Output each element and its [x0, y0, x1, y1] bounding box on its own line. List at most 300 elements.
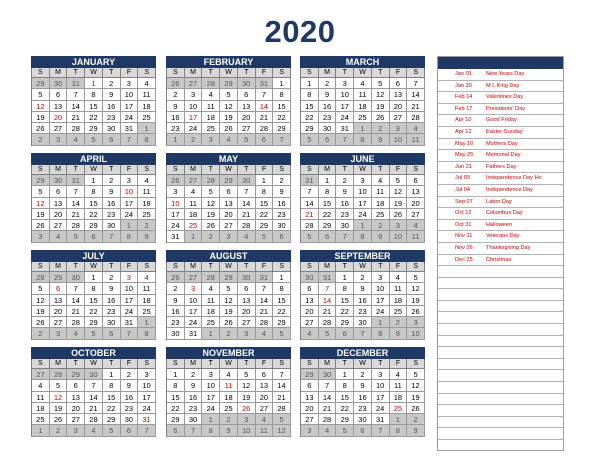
- day-cell: 4: [185, 186, 203, 197]
- day-cell: 3: [301, 425, 319, 436]
- day-cell: 7: [273, 369, 291, 380]
- day-cell: 7: [256, 283, 274, 294]
- day-cell: 11: [202, 101, 220, 112]
- day-cell: 9: [185, 380, 203, 391]
- day-cell: 13: [301, 392, 319, 403]
- weekday-header: [300, 165, 425, 175]
- day-cell: 22: [273, 112, 291, 123]
- day-cell: 9: [372, 231, 390, 242]
- holiday-date: Jan 01: [455, 71, 472, 77]
- holiday-name: Presidents' Day: [486, 105, 525, 112]
- day-cell: 5: [32, 283, 50, 294]
- day-cell: 1: [85, 175, 103, 186]
- day-cell: 15: [319, 198, 337, 209]
- day-cell: 9: [354, 380, 372, 391]
- day-cell: 21: [67, 112, 85, 123]
- weekday-label: S: [273, 68, 291, 78]
- day-cell: 24: [121, 306, 139, 317]
- day-cell: 20: [407, 198, 425, 209]
- day-cell: 17: [354, 198, 372, 209]
- day-cell: 7: [67, 186, 85, 197]
- day-cell: 10: [185, 101, 203, 112]
- day-cell: 19: [202, 209, 220, 220]
- day-cell: 28: [32, 272, 50, 283]
- day-cell: 10: [138, 380, 156, 391]
- day-cell: 14: [319, 392, 337, 403]
- day-cell: 1: [138, 317, 156, 328]
- day-cell: 1: [103, 369, 121, 380]
- day-cell: 6: [50, 89, 68, 100]
- day-cell: 28: [202, 272, 220, 283]
- day-cell: 29: [32, 78, 50, 89]
- day-cell: 31: [336, 123, 354, 134]
- empty-note-line: [438, 289, 563, 301]
- day-cell: 2: [390, 317, 408, 328]
- day-cell: 4: [67, 328, 85, 339]
- day-cell: 23: [103, 209, 121, 220]
- month-october: [31, 347, 156, 437]
- day-cell: 16: [354, 295, 372, 306]
- day-cell: 14: [256, 295, 274, 306]
- day-cell: 1: [256, 175, 274, 186]
- day-cell: 9: [103, 186, 121, 197]
- empty-note-line: [438, 394, 563, 406]
- day-cell: 21: [256, 112, 274, 123]
- weekday-label: T: [238, 165, 256, 175]
- day-cell: 18: [220, 392, 238, 403]
- day-cell: 29: [32, 175, 50, 186]
- day-cell: 27: [256, 403, 274, 414]
- holiday-name: Fathers Day: [486, 163, 517, 170]
- weekday-label: S: [32, 359, 50, 369]
- day-cell: 9: [273, 186, 291, 197]
- weekday-header: [300, 262, 425, 272]
- day-cell: 9: [354, 283, 372, 294]
- day-cell: 18: [138, 295, 156, 306]
- day-cell: 25: [390, 306, 408, 317]
- day-cell: 2: [167, 89, 185, 100]
- day-cell: 22: [167, 403, 185, 414]
- weekday-label: F: [390, 165, 408, 175]
- day-cell: 19: [407, 392, 425, 403]
- day-cell: 1: [336, 272, 354, 283]
- day-cell: 6: [336, 328, 354, 339]
- day-cell: 29: [167, 414, 185, 425]
- day-cell: 24: [354, 209, 372, 220]
- day-cell: 4: [390, 272, 408, 283]
- holiday-row: [438, 150, 563, 162]
- holiday-name: Veterans Day: [486, 233, 520, 240]
- holiday-row: [438, 92, 563, 104]
- day-cell: 23: [167, 317, 185, 328]
- day-cell: 7: [121, 134, 139, 145]
- month-name: SEPTEMBER: [300, 250, 425, 262]
- day-grid: [166, 175, 291, 243]
- day-cell: 27: [238, 317, 256, 328]
- day-cell: 1: [372, 317, 390, 328]
- weekday-header: [31, 68, 156, 78]
- day-cell: 7: [67, 89, 85, 100]
- day-grid: [300, 78, 425, 146]
- holiday-name: Thanksgiving Day: [486, 244, 531, 251]
- day-cell: 25: [32, 414, 50, 425]
- day-cell: 1: [354, 220, 372, 231]
- day-cell: 1: [336, 369, 354, 380]
- empty-note-line: [438, 324, 563, 336]
- empty-note-line: [438, 428, 563, 440]
- day-cell: 2: [336, 175, 354, 186]
- day-cell: 29: [301, 123, 319, 134]
- weekday-label: M: [50, 68, 68, 78]
- empty-note-line: [438, 266, 563, 278]
- holiday-row: [438, 139, 563, 151]
- day-cell: 1: [390, 414, 408, 425]
- day-cell: 7: [256, 89, 274, 100]
- day-cell: 9: [167, 295, 185, 306]
- day-cell: 6: [238, 89, 256, 100]
- day-cell: 19: [32, 112, 50, 123]
- month-february: [166, 56, 291, 146]
- day-cell: 4: [220, 134, 238, 145]
- day-cell: 18: [185, 209, 203, 220]
- day-cell: 8: [336, 283, 354, 294]
- day-cell: 9: [103, 283, 121, 294]
- day-grid: [166, 369, 291, 437]
- day-cell: 14: [67, 198, 85, 209]
- empty-note-line: [438, 405, 563, 417]
- day-cell: 2: [372, 123, 390, 134]
- day-cell: 4: [138, 272, 156, 283]
- day-cell: 26: [50, 414, 68, 425]
- holiday-name: New Years Day: [486, 71, 525, 77]
- day-cell: 30: [50, 78, 68, 89]
- day-cell: 11: [372, 186, 390, 197]
- day-cell: 4: [354, 78, 372, 89]
- day-cell: 11: [390, 380, 408, 391]
- weekday-label: T: [372, 165, 390, 175]
- day-cell: 26: [407, 403, 425, 414]
- day-cell: 8: [256, 186, 274, 197]
- weekday-label: T: [238, 262, 256, 272]
- day-cell: 5: [336, 425, 354, 436]
- day-cell: 8: [354, 134, 372, 145]
- day-cell: 27: [67, 414, 85, 425]
- day-cell: 25: [138, 209, 156, 220]
- day-cell: 23: [319, 112, 337, 123]
- day-cell: 3: [372, 272, 390, 283]
- month-march: [300, 56, 425, 146]
- weekday-label: M: [50, 359, 68, 369]
- day-cell: 28: [256, 123, 274, 134]
- empty-note-line: [438, 336, 563, 348]
- weekday-label: T: [67, 165, 85, 175]
- day-cell: 9: [121, 380, 139, 391]
- day-cell: 4: [407, 123, 425, 134]
- empty-note-line: [438, 359, 563, 371]
- day-cell: 5: [220, 283, 238, 294]
- day-grid: [166, 272, 291, 340]
- day-cell: 20: [50, 112, 68, 123]
- day-cell: 13: [50, 198, 68, 209]
- weekday-label: M: [50, 262, 68, 272]
- day-cell: 8: [202, 425, 220, 436]
- day-cell: 3: [407, 317, 425, 328]
- day-cell: 26: [202, 220, 220, 231]
- day-cell: 17: [121, 295, 139, 306]
- day-cell: 2: [220, 328, 238, 339]
- day-cell: 26: [32, 123, 50, 134]
- day-cell: 5: [238, 369, 256, 380]
- day-cell: 3: [238, 414, 256, 425]
- day-cell: 27: [50, 317, 68, 328]
- day-cell: 6: [256, 134, 274, 145]
- day-cell: 17: [185, 112, 203, 123]
- day-cell: 2: [50, 425, 68, 436]
- weekday-label: S: [301, 68, 319, 78]
- weekday-label: T: [336, 165, 354, 175]
- day-cell: 6: [85, 231, 103, 242]
- day-cell: 29: [220, 272, 238, 283]
- month-name: APRIL: [31, 153, 156, 165]
- month-name: JANUARY: [31, 56, 156, 68]
- weekday-label: T: [202, 68, 220, 78]
- day-cell: 29: [256, 220, 274, 231]
- empty-note-line: [438, 301, 563, 313]
- day-cell: 9: [372, 134, 390, 145]
- day-grid: [166, 78, 291, 146]
- month-august: [166, 250, 291, 340]
- day-cell: 28: [319, 317, 337, 328]
- day-cell: 22: [85, 112, 103, 123]
- day-cell: 26: [167, 78, 185, 89]
- holiday-row: [438, 220, 563, 232]
- day-cell: 19: [220, 112, 238, 123]
- day-cell: 12: [202, 198, 220, 209]
- day-cell: 30: [50, 175, 68, 186]
- day-cell: 22: [319, 209, 337, 220]
- day-cell: 5: [238, 134, 256, 145]
- day-cell: 18: [138, 198, 156, 209]
- day-cell: 28: [85, 414, 103, 425]
- day-cell: 1: [185, 231, 203, 242]
- weekday-label: S: [301, 262, 319, 272]
- day-cell: 16: [185, 392, 203, 403]
- weekday-label: F: [121, 165, 139, 175]
- day-cell: 25: [220, 403, 238, 414]
- day-cell: 15: [336, 295, 354, 306]
- empty-note-line: [438, 347, 563, 359]
- day-cell: 20: [50, 209, 68, 220]
- day-cell: 10: [167, 198, 185, 209]
- day-cell: 4: [390, 369, 408, 380]
- day-cell: 10: [390, 134, 408, 145]
- weekday-label: W: [220, 359, 238, 369]
- day-cell: 30: [301, 272, 319, 283]
- holiday-date: Oct 31: [455, 221, 472, 228]
- weekday-label: S: [167, 262, 185, 272]
- day-cell: 7: [319, 380, 337, 391]
- day-cell: 10: [336, 89, 354, 100]
- day-cell: 3: [202, 369, 220, 380]
- month-name: MAY: [166, 153, 291, 165]
- day-cell: 29: [85, 123, 103, 134]
- weekday-label: T: [336, 359, 354, 369]
- day-cell: 28: [67, 123, 85, 134]
- day-cell: 30: [167, 328, 185, 339]
- day-cell: 31: [256, 272, 274, 283]
- weekday-header: [31, 359, 156, 369]
- day-cell: 25: [354, 112, 372, 123]
- day-cell: 5: [220, 89, 238, 100]
- day-cell: 10: [185, 295, 203, 306]
- day-cell: 24: [202, 403, 220, 414]
- day-cell: 4: [238, 231, 256, 242]
- day-cell: 24: [372, 403, 390, 414]
- day-cell: 2: [185, 134, 203, 145]
- day-cell: 17: [121, 198, 139, 209]
- holiday-name: Labor Day: [486, 198, 512, 205]
- day-grid: [300, 272, 425, 340]
- day-cell: 29: [273, 317, 291, 328]
- day-cell: 16: [103, 295, 121, 306]
- day-cell: 20: [50, 306, 68, 317]
- day-cell: 12: [220, 295, 238, 306]
- day-cell: 21: [67, 209, 85, 220]
- holiday-row: [438, 231, 563, 243]
- day-cell: 3: [354, 175, 372, 186]
- day-cell: 6: [50, 186, 68, 197]
- day-cell: 8: [390, 425, 408, 436]
- holiday-date: Nov 26: [455, 244, 473, 251]
- day-cell: 8: [138, 328, 156, 339]
- weekday-label: S: [407, 68, 425, 78]
- weekday-label: T: [103, 68, 121, 78]
- day-cell: 31: [138, 414, 156, 425]
- day-cell: 27: [220, 220, 238, 231]
- day-cell: 6: [319, 231, 337, 242]
- day-cell: 21: [238, 209, 256, 220]
- day-cell: 27: [301, 414, 319, 425]
- day-grid: [31, 369, 156, 437]
- day-cell: 28: [50, 369, 68, 380]
- weekday-label: S: [32, 165, 50, 175]
- day-cell: 23: [167, 123, 185, 134]
- month-june: [300, 153, 425, 243]
- weekday-header: [166, 165, 291, 175]
- day-cell: 6: [273, 231, 291, 242]
- day-cell: 18: [202, 306, 220, 317]
- day-cell: 2: [202, 231, 220, 242]
- holiday-date: Apr 12: [455, 128, 472, 135]
- holiday-name: Mothers Day: [486, 140, 518, 147]
- day-cell: 19: [32, 209, 50, 220]
- day-cell: 29: [336, 317, 354, 328]
- holiday-name: Good Friday: [486, 117, 517, 124]
- day-cell: 29: [301, 369, 319, 380]
- day-cell: 12: [32, 295, 50, 306]
- day-cell: 30: [336, 220, 354, 231]
- day-cell: 26: [167, 272, 185, 283]
- day-cell: 1: [32, 425, 50, 436]
- weekday-label: S: [138, 68, 156, 78]
- day-cell: 4: [50, 231, 68, 242]
- day-cell: 2: [354, 272, 372, 283]
- day-cell: 19: [220, 306, 238, 317]
- day-cell: 4: [67, 134, 85, 145]
- day-cell: 3: [185, 89, 203, 100]
- holiday-row: [438, 208, 563, 220]
- day-cell: 3: [121, 272, 139, 283]
- day-cell: 18: [354, 101, 372, 112]
- weekday-label: S: [138, 359, 156, 369]
- holiday-date: Oct 12: [455, 210, 472, 217]
- day-cell: 7: [121, 328, 139, 339]
- day-cell: 19: [238, 392, 256, 403]
- day-cell: 3: [336, 78, 354, 89]
- weekday-label: T: [372, 359, 390, 369]
- day-cell: 26: [390, 209, 408, 220]
- day-cell: 4: [372, 175, 390, 186]
- holiday-row: [438, 104, 563, 116]
- day-cell: 30: [67, 272, 85, 283]
- day-cell: 5: [85, 328, 103, 339]
- holiday-date: Nov 11: [455, 233, 473, 240]
- month-april: [31, 153, 156, 243]
- day-cell: 21: [273, 392, 291, 403]
- day-cell: 30: [103, 220, 121, 231]
- weekday-label: T: [238, 68, 256, 78]
- day-cell: 23: [103, 112, 121, 123]
- weekday-label: W: [220, 165, 238, 175]
- month-january: [31, 56, 156, 146]
- day-cell: 25: [185, 220, 203, 231]
- day-cell: 1: [273, 78, 291, 89]
- day-cell: 12: [220, 101, 238, 112]
- day-cell: 20: [256, 392, 274, 403]
- day-cell: 23: [185, 403, 203, 414]
- day-cell: 11: [32, 392, 50, 403]
- day-cell: 5: [319, 328, 337, 339]
- day-cell: 13: [238, 295, 256, 306]
- day-cell: 8: [273, 283, 291, 294]
- weekday-header: [166, 262, 291, 272]
- weekday-label: M: [185, 359, 203, 369]
- weekday-label: W: [354, 359, 372, 369]
- day-cell: 24: [336, 112, 354, 123]
- weekday-label: T: [103, 165, 121, 175]
- month-november: [166, 347, 291, 437]
- day-cell: 4: [319, 425, 337, 436]
- day-cell: 4: [202, 283, 220, 294]
- day-cell: 5: [32, 186, 50, 197]
- day-cell: 8: [354, 231, 372, 242]
- day-cell: 21: [256, 306, 274, 317]
- holiday-name: Independence Day: [486, 186, 533, 193]
- weekday-label: F: [121, 359, 139, 369]
- weekday-label: T: [103, 262, 121, 272]
- day-cell: 7: [273, 134, 291, 145]
- day-cell: 30: [85, 369, 103, 380]
- day-cell: 6: [103, 134, 121, 145]
- day-cell: 23: [354, 306, 372, 317]
- day-cell: 11: [220, 380, 238, 391]
- day-cell: 29: [50, 272, 68, 283]
- day-cell: 2: [354, 369, 372, 380]
- holiday-date: May 25: [455, 152, 474, 159]
- day-cell: 22: [336, 306, 354, 317]
- day-cell: 20: [301, 306, 319, 317]
- day-cell: 7: [319, 283, 337, 294]
